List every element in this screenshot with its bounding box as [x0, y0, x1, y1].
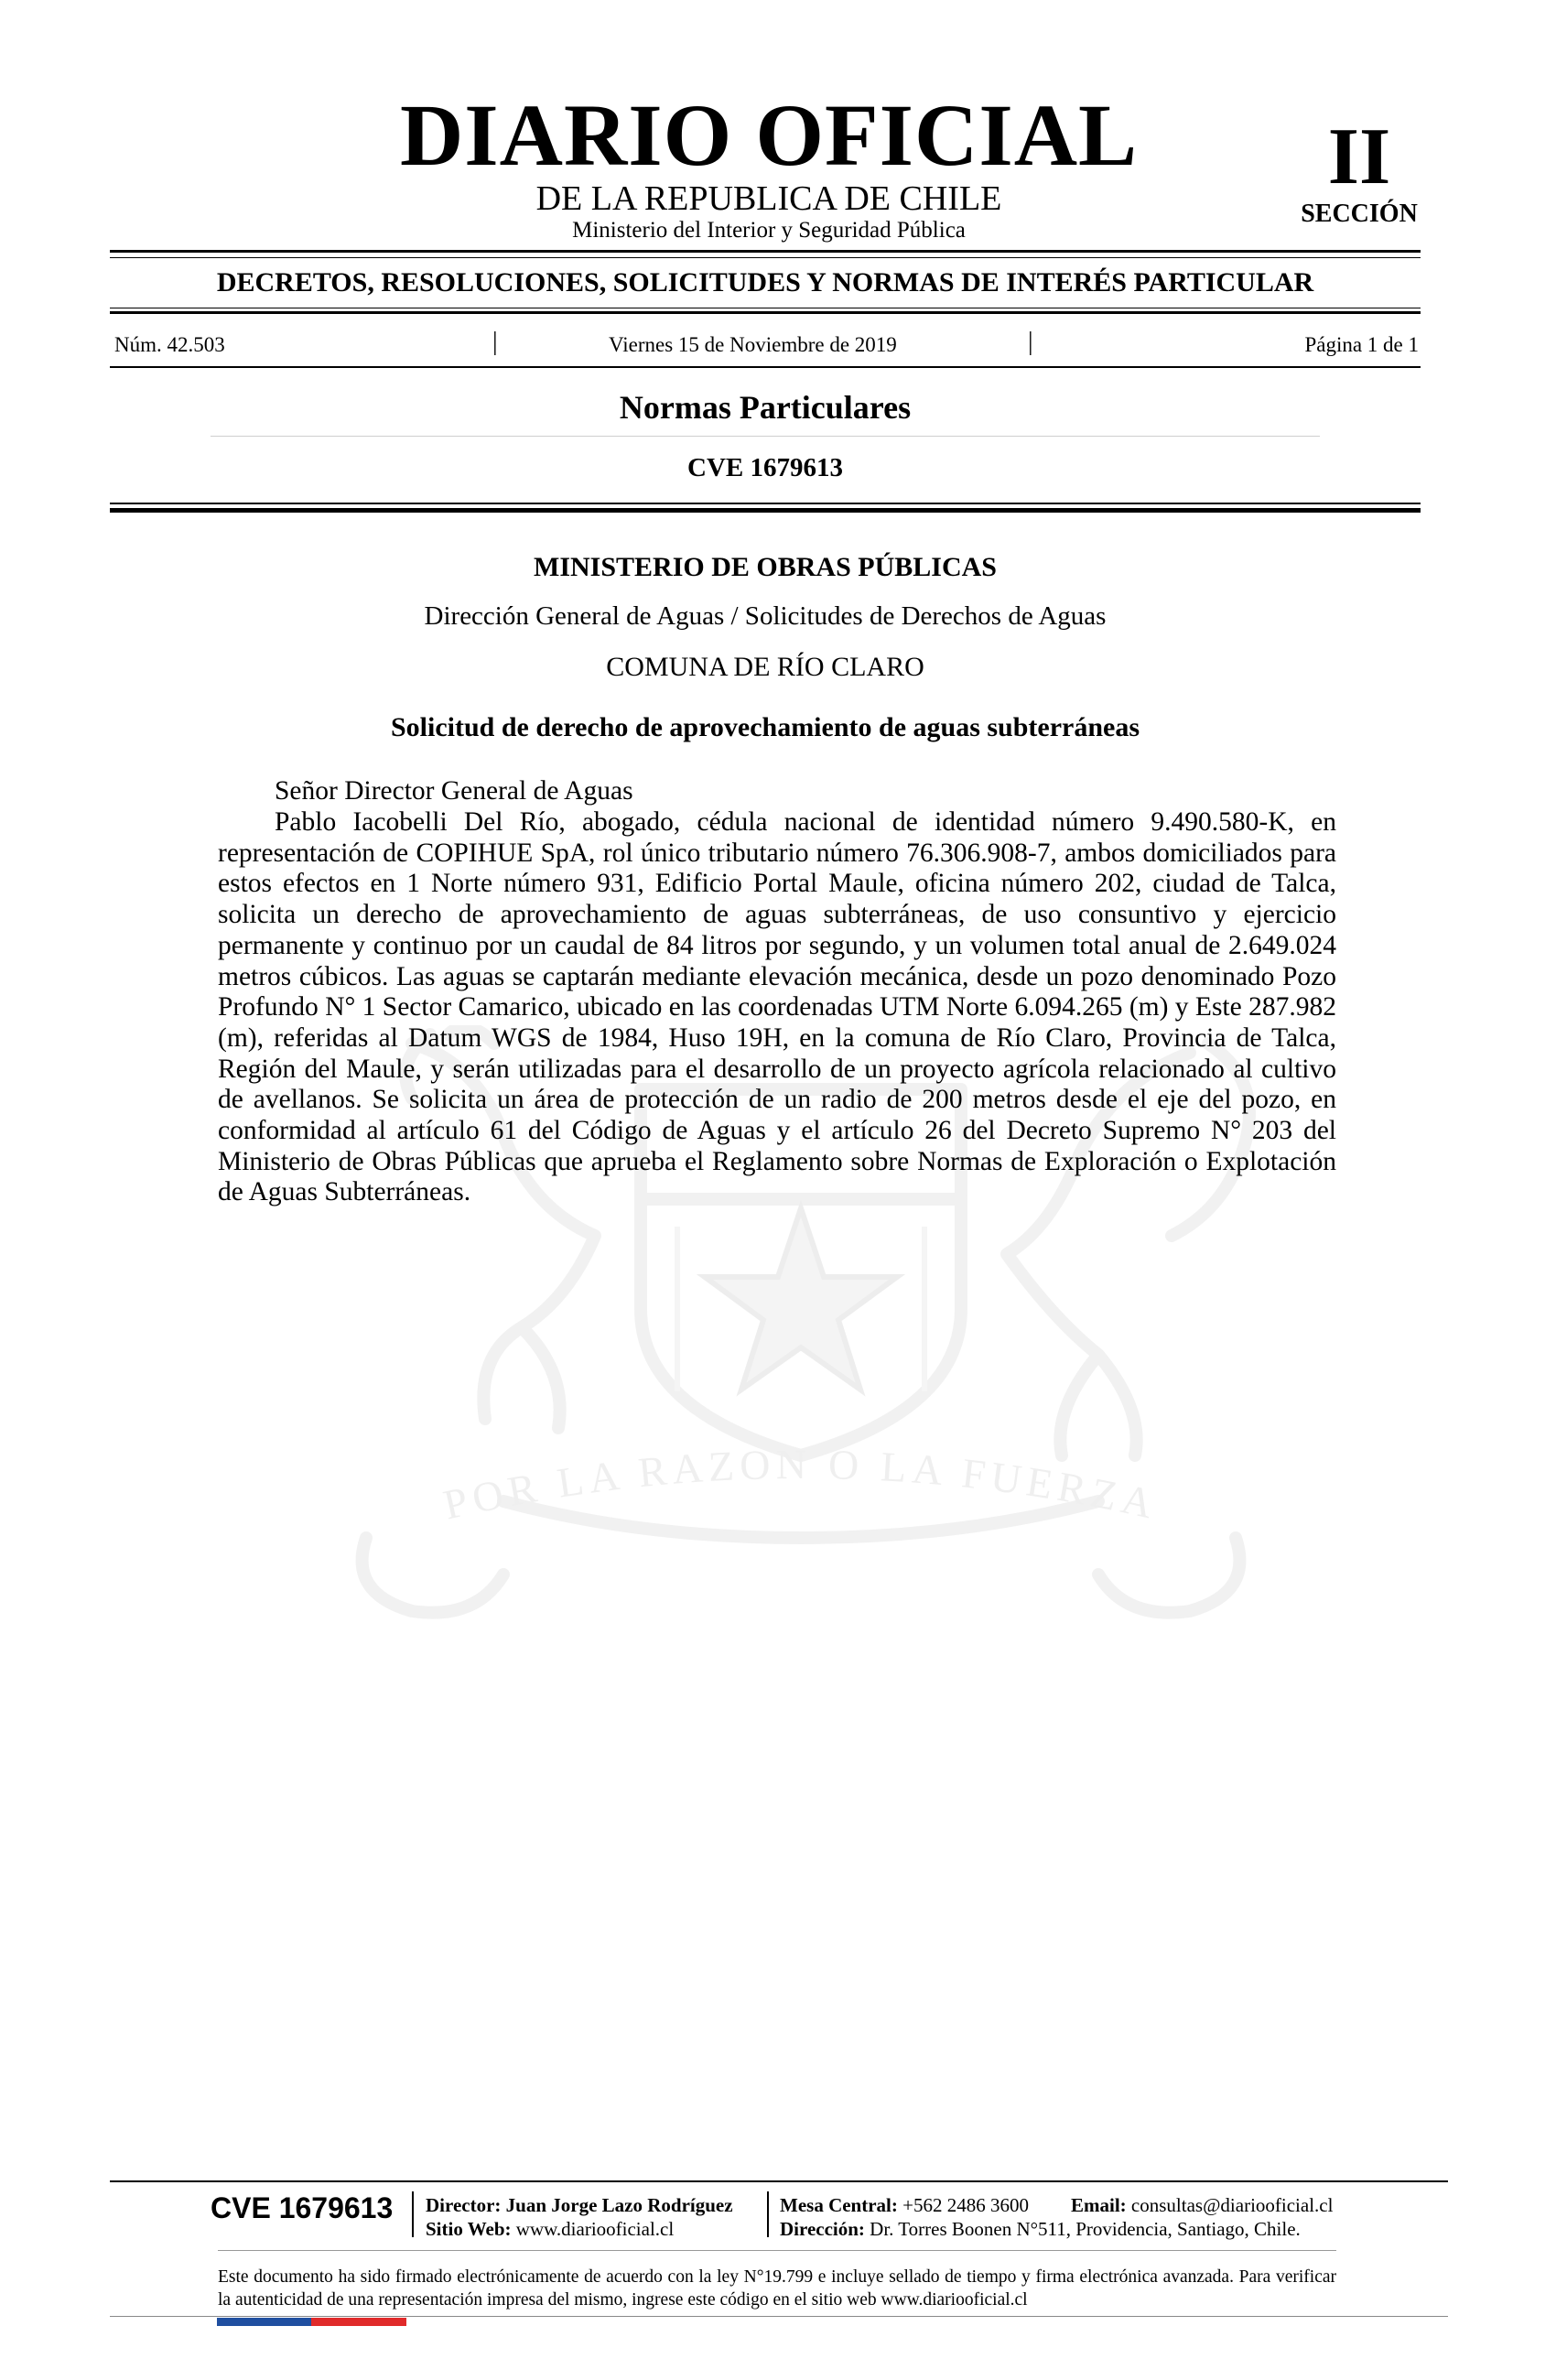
footer-website-link[interactable]: www.diariooficial.cl [515, 2218, 675, 2240]
footer-phone: Mesa Central: +562 2486 3600 [780, 2194, 1029, 2216]
footer-address: Dirección: Dr. Torres Boonen N°511, Providencia, Santiago, Chile. [780, 2218, 1301, 2240]
direction-line: Dirección General de Aguas / Solicitudes de Derechos de Aguas [424, 601, 1107, 631]
section-number: II [1327, 113, 1391, 201]
header-rule-top-thin [110, 257, 1421, 258]
newspaper-subtitle: DE LA REPUBLICA DE CHILE [535, 179, 1002, 218]
footer-email: Email: consultas@diariooficial.cl [1071, 2194, 1334, 2216]
body-rule-thin [110, 503, 1421, 504]
footer-website: Sitio Web: www.diariooficial.cl [426, 2218, 675, 2240]
cve-code: CVE 1679613 [687, 453, 843, 482]
ministry-line: Ministerio del Interior y Seguridad Pública [572, 217, 966, 243]
footer-notice-rule [218, 2250, 1336, 2251]
section-label: SECCIÓN [1301, 200, 1418, 228]
footer-email-link[interactable]: consultas@diariooficial.cl [1130, 2194, 1334, 2216]
request-title: Solicitud de derecho de aprovechamiento de aguas subterráneas [390, 712, 1140, 742]
footer-director: Director: Juan Jorge Lazo Rodríguez [426, 2194, 733, 2216]
section-heading: Normas Particulares [619, 389, 912, 426]
footer-cve-code: CVE 1679613 [211, 2191, 394, 2224]
footer-rule [110, 2180, 1448, 2182]
body-paragraph: Pablo Iacobelli Del Río, abogado, cédula nacional de identidad número 9.490.580-K, en representación de COPIHUE SpA, rol único tributario número 76.306.908-7, ambos domiciliados para estos efectos en 1 Norte número 931, Edificio Portal Maule, oficina número 202, ciudad de Talca, solicita un derecho de aprovechamiento de aguas subterráneas, de uso consuntivo y ejercicio permanente y continuo por un caudal de 84 litros por segundo, y un volumen total anual de 2.649.024 metros cúbicos. Las aguas se captarán mediante elevación mecánica, desde un pozo denominado Pozo Profundo N° 1 Sector Camarico, ubicado en las coordenadas UTM Norte 6.094.265 (m) y Este 287.982 (m), referidas al Datum WGS de 1984, Huso 19H, en la comuna de Río Claro, Provincia de Talca, Región del Maule, y serán utilizadas para el desarrollo de un proyecto agrícola relacionado al cultivo de avellanos. Se solicita un área de protección de un radio de 200 metros desde el eje del pozo, en conformidad al artículo 61 del Código de Aguas y el artículo 26 del Decreto Supremo N° 203 del Ministerio de Obras Públicas que aprueba el Reglamento sobre Normas de Exploración o Explotación de Aguas Subterráneas. [218, 807, 1336, 1207]
flag-stripe-blue [217, 2318, 311, 2326]
category-heading: DECRETOS, RESOLUCIONES, SOLICITUDES Y NORMAS DE INTERÉS PARTICULAR [216, 267, 1314, 298]
category-rule [110, 311, 1421, 314]
issue-rule [110, 366, 1421, 368]
footer-divider [767, 2191, 769, 2237]
header-rule-top [110, 250, 1421, 253]
heading-divider [211, 436, 1320, 437]
issuing-authority: MINISTERIO DE OBRAS PÚBLICAS [534, 552, 997, 582]
signature-notice: Este documento ha sido firmado electrónicamente de acuerdo con la ley N°19.799 e incluye sellado de tiempo y firma electrónica avanzada. Para verificar la autenticidad de una representación impresa del mismo, ingrese este código en el sitio web www.diariooficial.cl [218, 2267, 1336, 2310]
salutation: Señor Director General de Aguas [275, 776, 633, 806]
masthead [110, 86, 1428, 243]
issue-separator: | [492, 328, 498, 356]
page-count: Página 1 de 1 [1304, 333, 1419, 356]
body-rule-thick [110, 508, 1421, 513]
issue-separator: | [1028, 328, 1033, 356]
footer-bottom-rule [110, 2316, 1448, 2317]
newspaper-title: DIARIO OFICIAL [399, 86, 1139, 184]
watermark-motto: POR LA RAZON O LA FUERZA [438, 1440, 1163, 1529]
issue-number: Núm. 42.503 [114, 333, 225, 356]
footer-divider [412, 2191, 414, 2237]
flag-stripe-red [311, 2318, 406, 2326]
commune-line: COMUNA DE RÍO CLARO [606, 652, 924, 682]
issue-date: Viernes 15 de Noviembre de 2019 [609, 333, 897, 356]
